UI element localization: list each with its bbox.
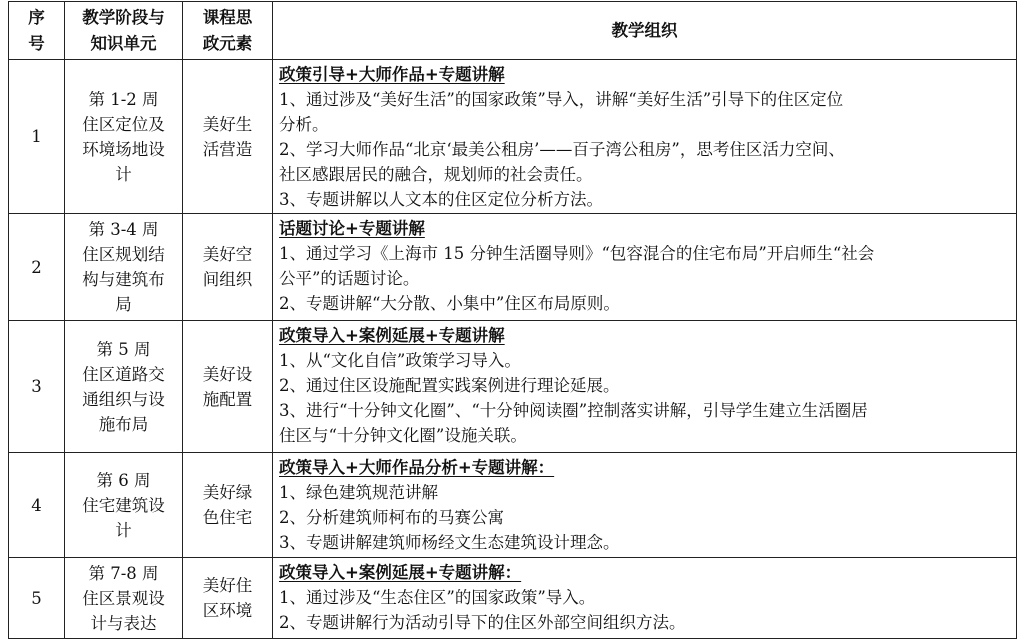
- table-header-row: [9, 2, 1017, 60]
- stage-line: 第 7-8 周: [88, 563, 159, 583]
- stage-line: 通组织与设: [82, 389, 165, 409]
- row-seq: 1: [9, 60, 65, 214]
- stage-line: 住区道路交: [82, 364, 165, 384]
- ideology-line: 施配置: [202, 389, 253, 409]
- ideology-line: 间组织: [202, 270, 253, 289]
- ideology-line: 区环境: [202, 601, 253, 620]
- header-ideology-line1: 课程思: [202, 7, 253, 27]
- ideology-line: 美好绿: [202, 483, 253, 502]
- organization-title: 政策引导+大师作品+专题讲解: [279, 65, 505, 84]
- stage-line: 构与建筑布: [82, 270, 165, 289]
- table-row: [9, 558, 1017, 639]
- stage-line: 局: [115, 295, 132, 314]
- table-row: [9, 214, 1017, 321]
- organization-line: 1、通过涉及“美好生活”的国家政策”导入，讲解“美好生活”引导下的住区定位: [279, 90, 844, 109]
- organization-line: 1、通过涉及“生态住区”的国家政策”导入。: [279, 588, 596, 607]
- row-stage: [65, 558, 183, 639]
- stage-line: 住宅建筑设: [82, 495, 165, 515]
- ideology-line: 美好住: [202, 576, 253, 595]
- organization-line: 2、专题讲解“大分散、小集中”住区布局原则。: [279, 294, 620, 313]
- organization-line: 社区感跟居民的融合，规划师的社会责任。: [279, 165, 593, 184]
- row-ideology: [183, 453, 273, 558]
- stage-line: 计: [115, 164, 132, 184]
- row-ideology: [183, 214, 273, 321]
- stage-line: 计与表达: [90, 613, 157, 633]
- row-seq: 5: [9, 558, 65, 639]
- table-row: [9, 60, 1017, 214]
- header-seq: [9, 2, 65, 60]
- row-organization: [273, 321, 1017, 453]
- organization-line: 2、专题讲解行为活动引导下的住区外部空间组织方法。: [279, 613, 686, 632]
- header-ideology-line2: 政元素: [202, 33, 253, 53]
- organization-line: 住区与“十分钟文化圈”设施关联。: [279, 426, 527, 445]
- header-stage: [65, 2, 183, 60]
- organization-line: 2、学习大师作品“北京‘最美公租房’——百子湾公租房”，思考住区活力空间、: [279, 140, 845, 159]
- header-seq-line2: 号: [28, 33, 45, 53]
- ideology-line: 美好设: [202, 364, 253, 384]
- row-stage: [65, 453, 183, 558]
- ideology-line: 美好空: [202, 245, 253, 264]
- row-organization: [273, 558, 1017, 639]
- header-seq-line1: 序: [28, 7, 45, 27]
- stage-line: 环境场地设: [82, 139, 165, 159]
- row-stage: [65, 321, 183, 453]
- row-stage: [65, 60, 183, 214]
- stage-line: 第 6 周: [96, 470, 151, 490]
- organization-line: 1、绿色建筑规范讲解: [279, 483, 438, 502]
- organization-title: 话题讨论+专题讲解: [279, 219, 425, 238]
- row-organization: [273, 453, 1017, 558]
- organization-line: 3、进行“十分钟文化圈”、“十分钟阅读圈”控制落实讲解，引导学生建立生活圈居: [279, 401, 868, 420]
- row-stage: [65, 214, 183, 321]
- organization-line: 2、通过住区设施配置实践案例进行理论延展。: [279, 376, 620, 395]
- stage-line: 计: [115, 520, 132, 540]
- row-ideology: [183, 321, 273, 453]
- organization-line: 1、从“文化自信”政策学习导入。: [279, 351, 521, 370]
- ideology-line: 色住宅: [202, 508, 253, 527]
- table-row: [9, 453, 1017, 558]
- ideology-line: 活营造: [202, 139, 253, 159]
- row-ideology: [183, 60, 273, 214]
- row-seq: 3: [9, 321, 65, 453]
- stage-line: 施布局: [98, 414, 149, 434]
- stage-line: 住区规划结: [82, 245, 165, 264]
- organization-title: 政策导入+案例延展+专题讲解：: [279, 563, 522, 582]
- organization-line: 3、专题讲解建筑师杨经文生态建筑设计理念。: [279, 533, 620, 552]
- row-organization: [273, 60, 1017, 214]
- stage-line: 住区景观设: [82, 588, 165, 608]
- table-row: [9, 321, 1017, 453]
- header-organization: 教学组织: [273, 2, 1017, 60]
- organization-title: 政策导入+大师作品分析+专题讲解：: [279, 458, 555, 477]
- organization-line: 2、分析建筑师柯布的马赛公寓: [279, 508, 504, 527]
- row-seq: 4: [9, 453, 65, 558]
- organization-line: 分析。: [279, 115, 329, 134]
- stage-line: 住区定位及: [82, 114, 165, 134]
- organization-title: 政策导入+案例延展+专题讲解: [279, 326, 505, 345]
- row-organization: [273, 214, 1017, 321]
- header-ideology: [183, 2, 273, 60]
- stage-line: 第 1-2 周: [88, 89, 159, 109]
- header-stage-line1: 教学阶段与: [82, 7, 165, 27]
- row-seq: 2: [9, 214, 65, 321]
- teaching-organization-table: [8, 1, 1017, 639]
- stage-line: 第 5 周: [96, 339, 151, 359]
- stage-line: 第 3-4 周: [88, 220, 159, 239]
- organization-line: 3、专题讲解以人文本的住区定位分析方法。: [279, 190, 603, 209]
- organization-line: 公平”的话题讨论。: [279, 269, 420, 288]
- ideology-line: 美好生: [202, 114, 253, 134]
- row-ideology: [183, 558, 273, 639]
- header-stage-line2: 知识单元: [90, 33, 157, 53]
- organization-line: 1、通过学习《上海市 15 分钟生活圈导则》“包容混合的住宅布局”开启师生“社会: [279, 244, 875, 263]
